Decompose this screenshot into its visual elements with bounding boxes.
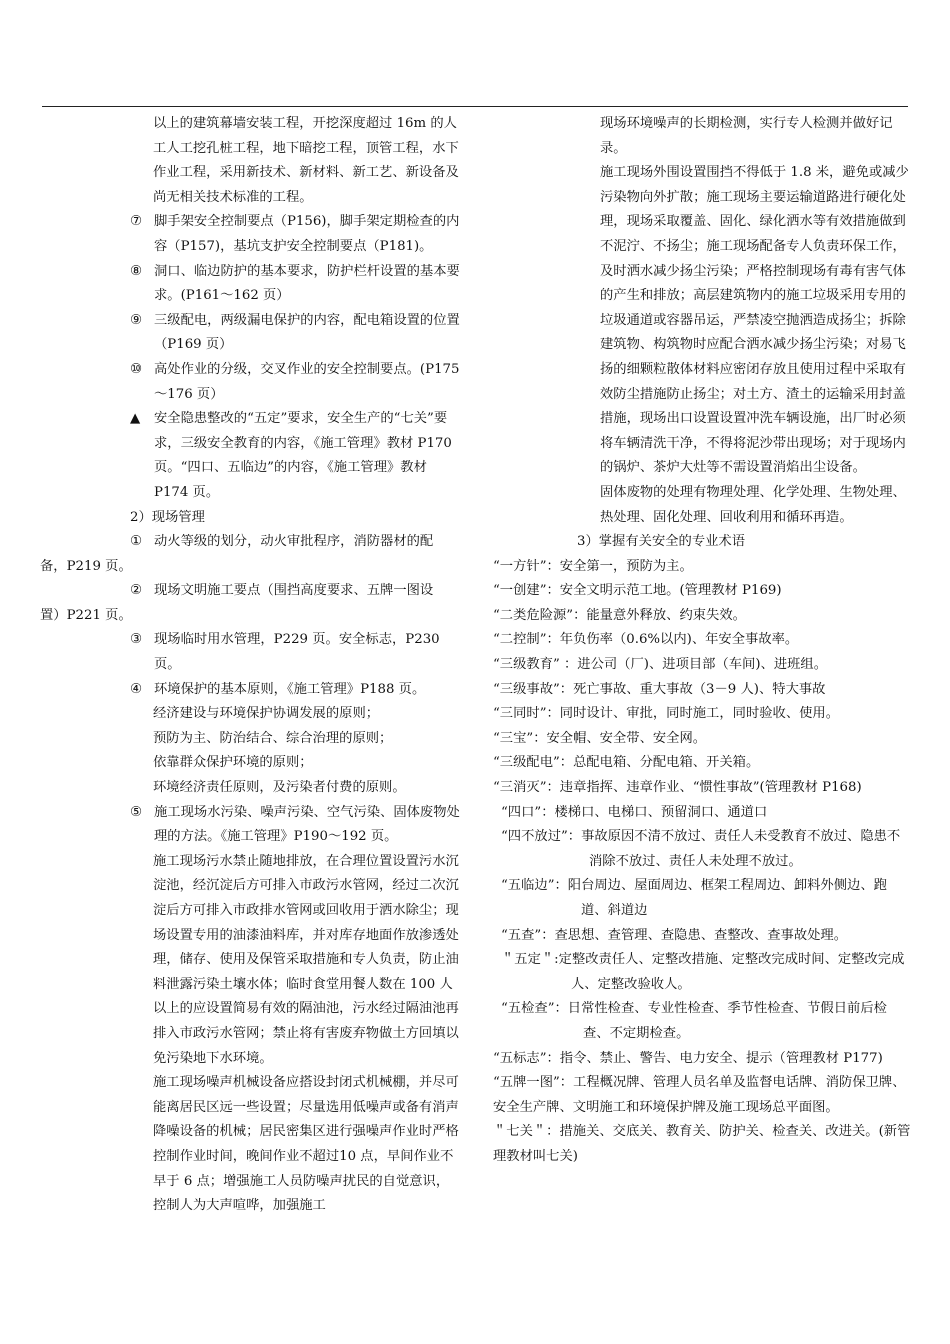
noise-paragraph-end: 现场环境噪声的长期检测，实行专人检测并做好记录。 <box>600 116 893 156</box>
list-item-text: 施工现场水污染、噪声污染、空气污染、固体废物处理的方法。《施工管理》P190～192 页。 <box>154 804 460 845</box>
section-heading: 3）掌握有关安全的专业术语 <box>577 534 746 550</box>
list-item-c1 <box>40 530 460 555</box>
term-item: “一方针”：安全第一，预防为主。 <box>493 558 693 574</box>
term-item: ＂七关＂：措施关、交底关、教育关、防护关、检查关、改进关。(新管理教材叫七关) <box>493 1124 911 1164</box>
term-item: “五标志”：指令、禁止、警告、电力安全、提示（管理教材 P177) <box>493 1050 883 1066</box>
term-item: “三同时”：同时设计、审批，同时施工，同时验收、使用。 <box>493 706 840 722</box>
list-item-8 <box>40 260 460 309</box>
list-marker: ③ <box>130 632 142 648</box>
term-item: “二类危险源”：能量意外释放、约束失效。 <box>493 607 746 623</box>
list-marker: ⑩ <box>130 361 142 377</box>
term-item: “三级事故”：死亡事故、重大事故（3－9 人)、特大事故 <box>493 681 826 697</box>
list-marker: ④ <box>130 681 142 697</box>
right-column <box>493 112 913 1170</box>
term-item: “五临边”：阳台周边、屋面周边、框架工程周边、卸料外侧边、跑道、斜道边 <box>501 878 887 918</box>
list-marker: ① <box>130 534 142 550</box>
header-rule <box>42 106 908 107</box>
list-item-text: 洞口、临边防护的基本要求，防护栏杆设置的基本要求。(P161～162 页） <box>154 263 460 304</box>
triangle-bullet-icon: ▲ <box>130 411 141 427</box>
principle-1: 经济建设与环境保护协调发展的原则； <box>153 706 380 722</box>
air-pollution-paragraph: 施工现场外围设置围挡不得低于 1.8 米，避免或减少污染物向外扩散；施工现场主要运输道路进行硬化处理，现场采取覆盖、固化、绿化洒水等有效措施做到不泥泞、不扬尘；施工现场配备专人负责环保工作，及时洒水减少扬尘污染；严格控制现场有毒有害气体的产生和排放；高层建筑物内的施工垃圾采用专用的垃圾通道或容器吊运，严禁凌空抛洒造成扬尘；拆除建筑物、构筑物时应配合洒水减少扬尘污染；对易飞扬的细颗粒散体材料应密闭存放且使用过程中采取有效防尘措施防止扬尘；对土方、渣土的运输采用封盖措施，现场出口设置设置冲洗车辆设施，出厂时必须将车辆清洗干净，不得将泥沙带出现场；对于现场内的锅炉、茶炉大灶等不需设置消焰出尘设备。 <box>600 165 909 476</box>
list-item-text: 三级配电，两级漏电保护的内容，配电箱设置的位置（P169 页） <box>154 312 460 353</box>
list-item-text-wrap: 置）P221 页。 <box>40 607 132 623</box>
list-item-text: 安全隐患整改的“五定”要求，安全生产的“七关”要求，三级安全教育的内容，《施工管理》教材 P170 页。“四口、五临边”的内容，《施工管理》教材 P174 页。 <box>154 411 452 500</box>
list-item-text: 环境保护的基本原则，《施工管理》P188 页。 <box>154 681 426 697</box>
list-item-text: 高处作业的分级，交叉作业的安全控制要点。(P175～176 页） <box>154 361 460 402</box>
solid-waste-paragraph: 固体废物的处理有物理处理、化学处理、生物处理、热处理、固化处理、回收利用和循环再造。 <box>600 484 906 525</box>
list-marker: ⑤ <box>130 804 142 820</box>
list-item-c3 <box>40 628 460 677</box>
water-pollution-paragraph: 施工现场污水禁止随地排放，在合理位置设置污水沉淀池，经沉淀后方可排入市政污水管网，经过二次沉淀后方可排入市政排水管网或回收用于洒水除尘；现场设置专用的油漆油料库，并对库存地面作放渗透处理，储存、使用及保管采取措施和专人负责，防止油料泄露污染土壤水体；临时食堂用餐人数在 100 人以上的应设置简易有效的隔油池，污水经过隔油池再排入市政污水管网；禁止将有害废弃物做土方回填以免污染地下水环境。 <box>153 853 459 1066</box>
principle-3: 依靠群众保护环境的原则； <box>153 755 313 771</box>
term-item: “三消灭”：违章指挥、违章作业、“惯性事故”(管理教材 P168) <box>493 780 862 796</box>
term-item: “五检查”：日常性检查、专业性检查、季节性检查、节假日前后检查、不定期检查。 <box>501 1001 887 1041</box>
list-item-7 <box>40 210 460 259</box>
principle-4: 环境经济责任原则，及污染者付费的原则。 <box>153 780 406 796</box>
term-item: “五查”：查思想、查管理、查隐患、查整改、查事故处理。 <box>501 927 848 943</box>
left-column <box>40 112 460 1219</box>
principle-2: 预防为主、防治结合、综合治理的原则； <box>153 730 393 746</box>
paragraph-continuation: 以上的建筑幕墙安装工程，开挖深度超过 16m 的人工人工挖孔桩工程，地下暗挖工程，顶管工程，水下作业工程，采用新技术、新材料、新工艺、新设备及尚无相关技术标准的工程。 <box>153 116 459 205</box>
list-item-text: 现场文明施工要点（围挡高度要求、五牌一图设 <box>154 583 434 599</box>
section-heading: 2）现场管理 <box>130 509 205 525</box>
noise-pollution-paragraph: 施工现场噪声机械设备应搭设封闭式机械棚，并尽可能离居民区远一些设置；尽量选用低噪声或备有消声降噪设备的机械；居民密集区进行强噪声作业时严格控制作业时间，晚间作业不超过10 点，早间作业不早于 6 点；增强施工人员防噪声扰民的自觉意识，控制人为大声喧哗，加强施工 <box>153 1075 459 1214</box>
list-item-c5 <box>40 801 460 850</box>
list-item-c2 <box>40 579 460 604</box>
term-item: “五牌一图”：工程概况牌、管理人员名单及监督电话牌、消防保卫牌、安全生产牌、文明施工和环境保护牌及施工现场总平面图。 <box>493 1075 906 1115</box>
term-item: “三级配电”：总配电箱、分配电箱、开关箱。 <box>493 755 760 771</box>
list-item-text: 动火等级的划分，动火审批程序，消防器材的配 <box>154 534 434 550</box>
list-marker: ② <box>130 583 142 599</box>
list-item-9 <box>40 309 460 358</box>
term-item: “三宝”：安全帽、安全带、安全网。 <box>493 730 707 746</box>
term-item: “二控制”：年负伤率（0.6%以内)、年安全事故率。 <box>493 632 799 648</box>
list-item-text: 脚手架安全控制要点（P156)，脚手架定期检查的内容（P157)，基坑支护安全控制要点（P181)。 <box>154 214 460 254</box>
term-item: ＂五定＂:定整改责任人、定整改措施、定整改完成时间、定整改完成人、定整改验收人。 <box>501 952 905 992</box>
term-item: “一创建”：安全文明示范工地。(管理教材 P169) <box>493 583 782 599</box>
list-marker: ⑦ <box>130 214 142 230</box>
list-item-triangle <box>40 407 460 505</box>
list-marker: ⑧ <box>130 263 142 279</box>
list-item-text-wrap: 备，P219 页。 <box>40 558 132 574</box>
list-item-text: 现场临时用水管理，P229 页。安全标志，P230 页。 <box>154 632 440 673</box>
list-item-c4 <box>40 678 460 703</box>
list-marker: ⑨ <box>130 312 142 328</box>
list-item-10 <box>40 358 460 407</box>
term-item: “三级教育” ：进公司（厂)、进项目部（车间)、进班组。 <box>493 657 828 673</box>
term-item: “四口”：楼梯口、电梯口、预留洞口、通道口 <box>501 804 768 820</box>
term-item: “四不放过”：事故原因不清不放过、责任人未受教育不放过、隐患不消除不放过、责任人未处理不放过。 <box>501 829 901 869</box>
